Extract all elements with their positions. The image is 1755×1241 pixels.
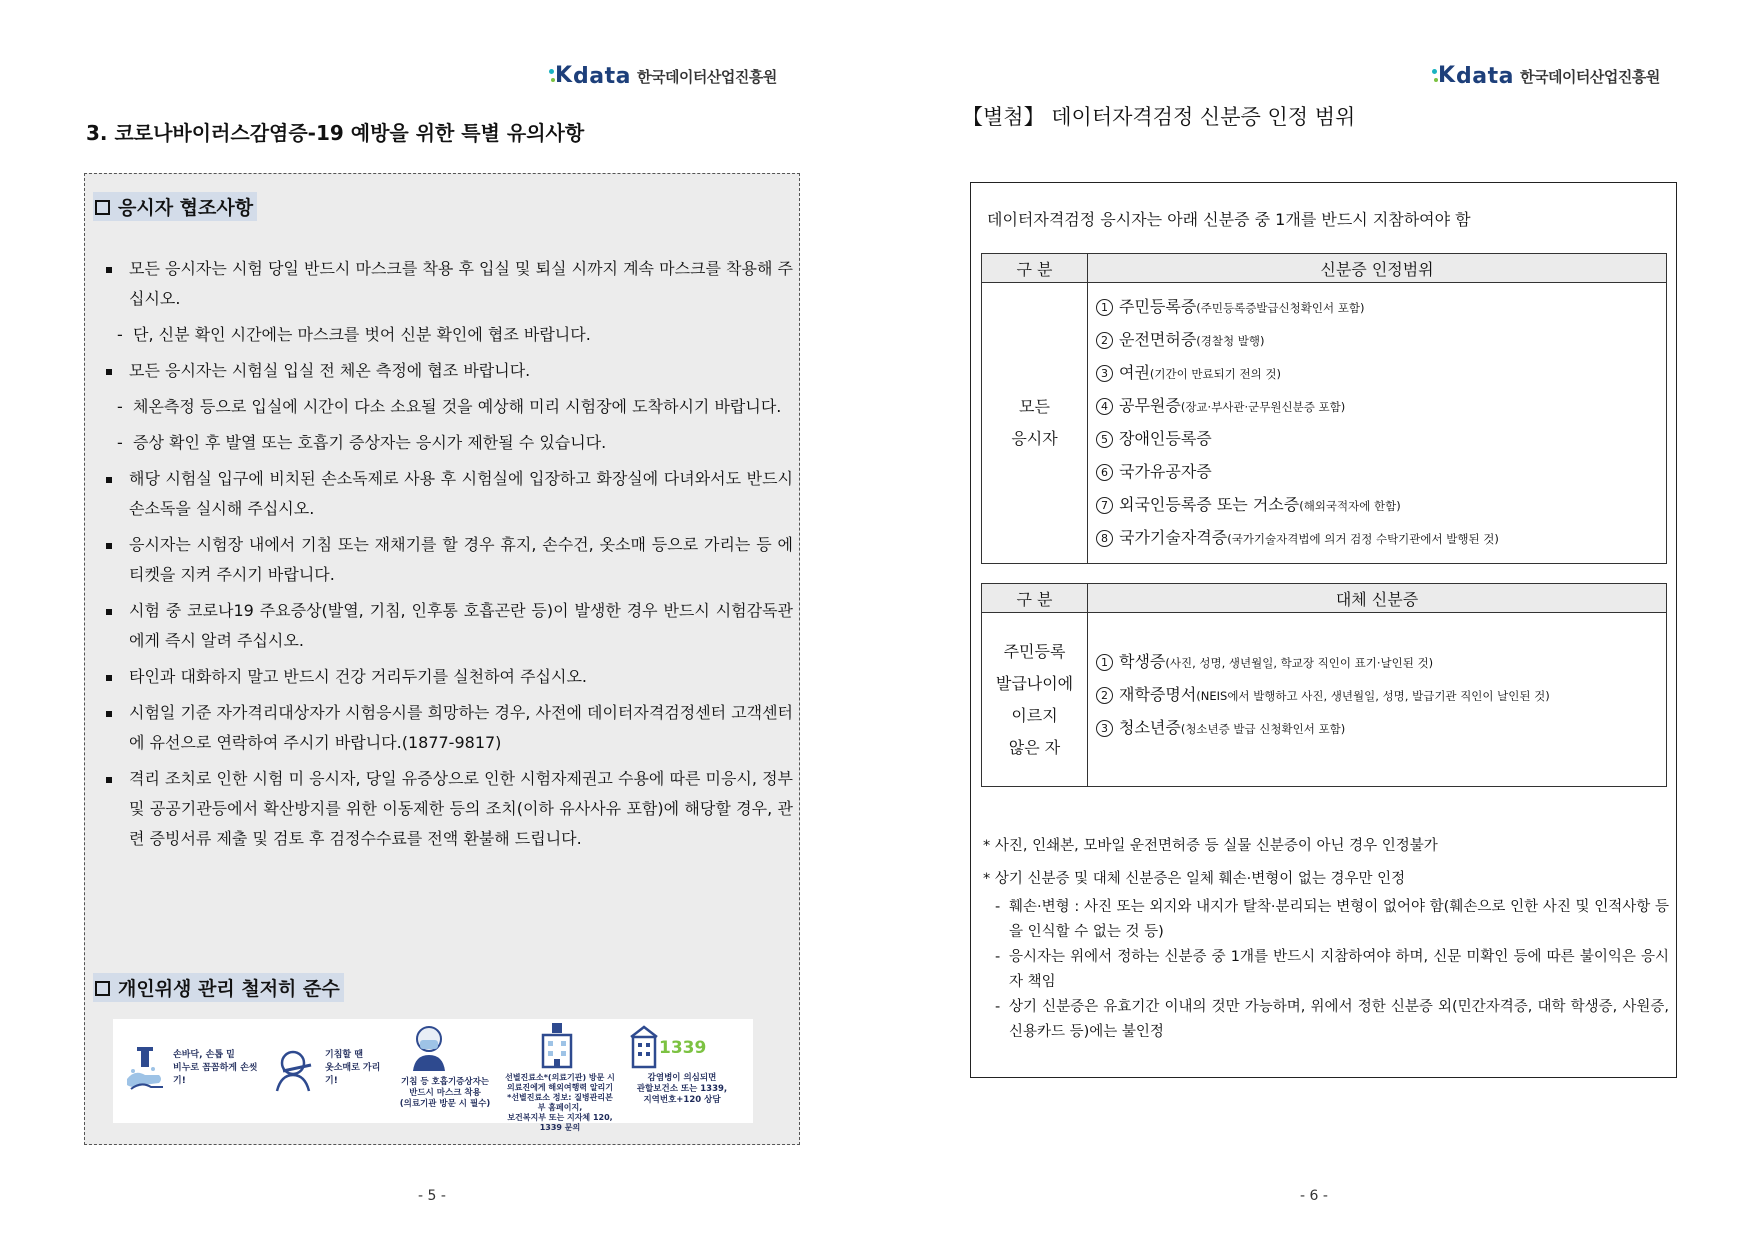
item-note: (장교·부사관·군무원신분증 포함) [1180, 400, 1346, 414]
hygiene-item [505, 1027, 615, 1132]
item-note: (국가기술자격법에 의거 검정 수탁기관에서 발행된 것) [1227, 532, 1499, 546]
substitute-id-table [981, 583, 1667, 787]
notice-item: 응시자는 시험장 내에서 기침 또는 재채기를 할 경우 휴지, 손수건, 옷소매 등으로 가리는 등 에티켓을 지켜 주시기 바랍니다. [103, 530, 793, 590]
item-note: (사진, 성명, 생년월일, 학교장 직인이 표기·날인된 것) [1165, 656, 1434, 670]
hygiene-caption: 선별진료소*(의료기관) 방문 시 의료진에게 해외여행력 알리기 *선별진료소 정보: 질병관리본부 홈페이지, 보건복지부 또는 지자체 120, 1339 문의 [505, 1073, 615, 1132]
item-note: (경찰청 발행) [1196, 334, 1265, 348]
call-1339-icon [629, 1021, 709, 1071]
sub-note: - 응시자는 위에서 정하는 신분증 중 1개를 반드시 지참하여야 하며, 신문 미확인 등에 따른 불이익은 응시자 책임 [983, 945, 1669, 995]
notice-item: 시험 중 코로나19 주요증상(발열, 기침, 인후통 호흡곤란 등)이 발생한 경우 반드시 시험감독관에게 즉시 알려 주십시오. [103, 596, 793, 656]
notice-item: 시험일 기준 자가격리대상자가 시험응시를 희망하는 경우, 사전에 데이터자격검정센터 고객센터에 유선으로 연락하여 주시기 바랍니다.(1877-9817) [103, 698, 793, 758]
kdata-logo-icon: K [1432, 67, 1448, 87]
lead-text: 데이터자격검정 응시자는 아래 신분증 중 1개를 반드시 지참하여야 함 [987, 210, 1471, 229]
checkbox-square-icon [95, 200, 110, 215]
svg-text:1339: 1339 [659, 1038, 707, 1058]
hygiene-item [399, 1027, 499, 1115]
cough-icon [273, 1045, 317, 1095]
box-heading-text: 응시자 협조사항 [118, 197, 254, 219]
page-number-left: - 5 - [418, 1188, 446, 1204]
id-item [1096, 357, 1666, 390]
item-number: 2 [1096, 687, 1113, 704]
notice-item: 해당 시험실 입구에 비치된 손소독제로 사용 후 시험실에 입장하고 화장실에 다녀와서도 반드시 손소독을 실시해 주십시오. [103, 464, 793, 524]
item-number: 5 [1096, 431, 1113, 448]
id-item [1096, 456, 1666, 489]
item-name: 청소년증 [1119, 718, 1181, 737]
section-title: 3. 코로나바이러스감염증-19 예방을 위한 특별 유의사항 [86, 121, 585, 145]
item-name: 국가기술자격증 [1119, 528, 1228, 547]
table-header-row [982, 584, 1667, 613]
col-header-scope: 신분증 인정범위 [1088, 254, 1667, 283]
table-header-row [982, 254, 1667, 283]
item-number: 3 [1096, 365, 1113, 382]
item-name: 운전면허증 [1119, 330, 1197, 349]
logo-org: 한국데이터산업진흥원 [636, 68, 777, 86]
id-item [1096, 390, 1666, 423]
accepted-id-table [981, 253, 1667, 564]
category-cell [982, 613, 1088, 787]
item-note: (기간이 만료되기 전의 것) [1149, 367, 1281, 381]
kdata-logo-icon: K [549, 67, 565, 87]
item-number: 7 [1096, 497, 1113, 514]
item-name: 국가유공자증 [1119, 462, 1212, 481]
logo-brand: data [1456, 64, 1514, 89]
page-number-right: - 6 - [1300, 1188, 1328, 1204]
hygiene-item [623, 1027, 743, 1115]
logo-org: 한국데이터산업진흥원 [1519, 68, 1660, 86]
logo-brand: data [573, 64, 631, 89]
item-number: 4 [1096, 398, 1113, 415]
item-note: (청소년증 발급 신청확인서 포함) [1180, 722, 1346, 736]
item-number: 6 [1096, 464, 1113, 481]
notice-item: 모든 응시자는 시험 당일 반드시 마스크를 착용 후 입실 및 퇴실 시까지 계속 마스크를 착용해 주십시오. [103, 254, 793, 314]
box-heading-hygiene [93, 973, 344, 1002]
id-items-cell [1088, 283, 1667, 564]
id-item [1096, 291, 1666, 324]
hygiene-caption: 기침할 땐 옷소매로 가리기! [325, 1050, 381, 1086]
notice-subitem: - 단, 신분 확인 시간에는 마스크를 벗어 신분 확인에 협조 바랍니다. [103, 320, 793, 350]
item-note: (주민등록증발급신청확인서 포함) [1196, 301, 1365, 315]
hygiene-item [273, 1027, 393, 1115]
hygiene-item [123, 1027, 263, 1115]
checkbox-square-icon [95, 981, 110, 996]
item-name: 장애인등록증 [1119, 429, 1212, 448]
kdata-logo [549, 64, 777, 89]
notice-item: 격리 조치로 인한 시험 미 응시자, 당일 유증상으로 인한 시험자제권고 수용에 따른 미응시, 정부 및 공공기관등에서 확산방지를 위한 이동제한 등의 조치(이하 유사사유 포함)에 해당할 경우, 관련 증빙서류 제출 및 검토 후 검정수수료를 전액 환불해 드립니다. [103, 764, 793, 854]
item-name: 외국인등록증 또는 거소증 [1119, 495, 1300, 514]
sub-note: - 상기 신분증은 유효기간 이내의 것만 가능하며, 위에서 정한 신분증 외(민간자격증, 대학 학생증, 사원증, 신용카드 등)에는 불인정 [983, 995, 1669, 1045]
item-number: 2 [1096, 332, 1113, 349]
category-cell [982, 283, 1088, 564]
kdata-logo-right [1432, 64, 1660, 89]
item-name: 주민등록증 [1119, 297, 1197, 316]
item-name: 공무원증 [1119, 396, 1181, 415]
hygiene-caption: 기침 등 호흡기증상자는 반드시 마스크 착용 (의료기관 방문 시 필수) [399, 1077, 491, 1109]
id-item [1096, 489, 1666, 522]
id-item [1096, 679, 1666, 712]
annex-title: 【별첨】 데이터자격검정 신분증 인정 범위 [962, 105, 1356, 129]
hygiene-caption: 감염병이 의심되면 관할보건소 또는 1339, 지역번호+120 상담 [636, 1073, 728, 1105]
item-note: (NEIS에서 발행하고 사진, 생년월일, 성명, 발급기관 직인이 날인된 것) [1196, 689, 1550, 703]
col-header-substitute: 대체 신분증 [1088, 584, 1667, 613]
notice-subitem: - 체온측정 등으로 입실에 시간이 다소 소요될 것을 예상해 미리 시험장에 도착하시기 바랍니다. [103, 392, 793, 422]
note-line: * 사진, 인쇄본, 모바일 운전면허증 등 실물 신분증이 아닌 경우 인정불가 [983, 838, 1438, 854]
category-line: 이르지 [1011, 705, 1058, 725]
item-number: 1 [1096, 654, 1113, 671]
table-row [982, 613, 1667, 787]
notice-item: 타인과 대화하지 말고 반드시 건강 거리두기를 실천하여 주십시오. [103, 662, 793, 692]
id-item [1096, 646, 1666, 679]
id-item [1096, 712, 1666, 745]
item-number: 1 [1096, 299, 1113, 316]
sub-note: - 훼손·변형 : 사진 또는 외지와 내지가 탈착·분리되는 변형이 없어야 함(훼손으로 인한 사진 및 인적사항 등을 인식할 수 없는 것 등) [983, 895, 1669, 945]
item-name: 학생증 [1119, 652, 1166, 671]
notice-subitem: - 증상 확인 후 발열 또는 호흡기 증상자는 응시가 제한될 수 있습니다. [103, 428, 793, 458]
category-line: 발급나이에 [995, 673, 1074, 693]
hospital-icon [535, 1021, 579, 1071]
category-line: 응시자 [1011, 429, 1058, 448]
item-note: (해외국적자에 한함) [1299, 499, 1401, 513]
item-number: 8 [1096, 530, 1113, 547]
box-heading-cooperation [93, 192, 257, 221]
table-row [982, 283, 1667, 564]
id-scope-box [970, 182, 1677, 1078]
category-line: 주민등록 [1003, 641, 1066, 661]
item-number: 3 [1096, 720, 1113, 737]
notes-section [983, 833, 1669, 1045]
mask-icon [407, 1023, 451, 1073]
category-line: 않은 자 [1008, 737, 1061, 757]
col-header-category: 구 분 [982, 584, 1088, 613]
box-heading-text: 개인위생 관리 철저히 준수 [118, 978, 340, 1000]
notice-box [84, 173, 800, 1145]
item-name: 재학증명서 [1119, 685, 1197, 704]
id-item [1096, 522, 1666, 555]
col-header-category: 구 분 [982, 254, 1088, 283]
id-items-cell [1088, 613, 1667, 787]
id-item [1096, 423, 1666, 456]
hygiene-infographic [113, 1019, 753, 1132]
item-name: 여권 [1119, 363, 1150, 382]
note-line: * 상기 신분증 및 대체 신분증은 일체 훼손·변형이 없는 경우만 인정 [983, 871, 1406, 887]
notice-list [103, 248, 793, 854]
notice-item: 모든 응시자는 시험실 입실 전 체온 측정에 협조 바랍니다. [103, 356, 793, 386]
category-line: 모든 [1019, 397, 1050, 416]
hygiene-caption: 손바닥, 손톱 밑 비누로 꼼꼼하게 손씻기! [173, 1050, 258, 1086]
id-item [1096, 324, 1666, 357]
hand-wash-icon [123, 1045, 167, 1095]
